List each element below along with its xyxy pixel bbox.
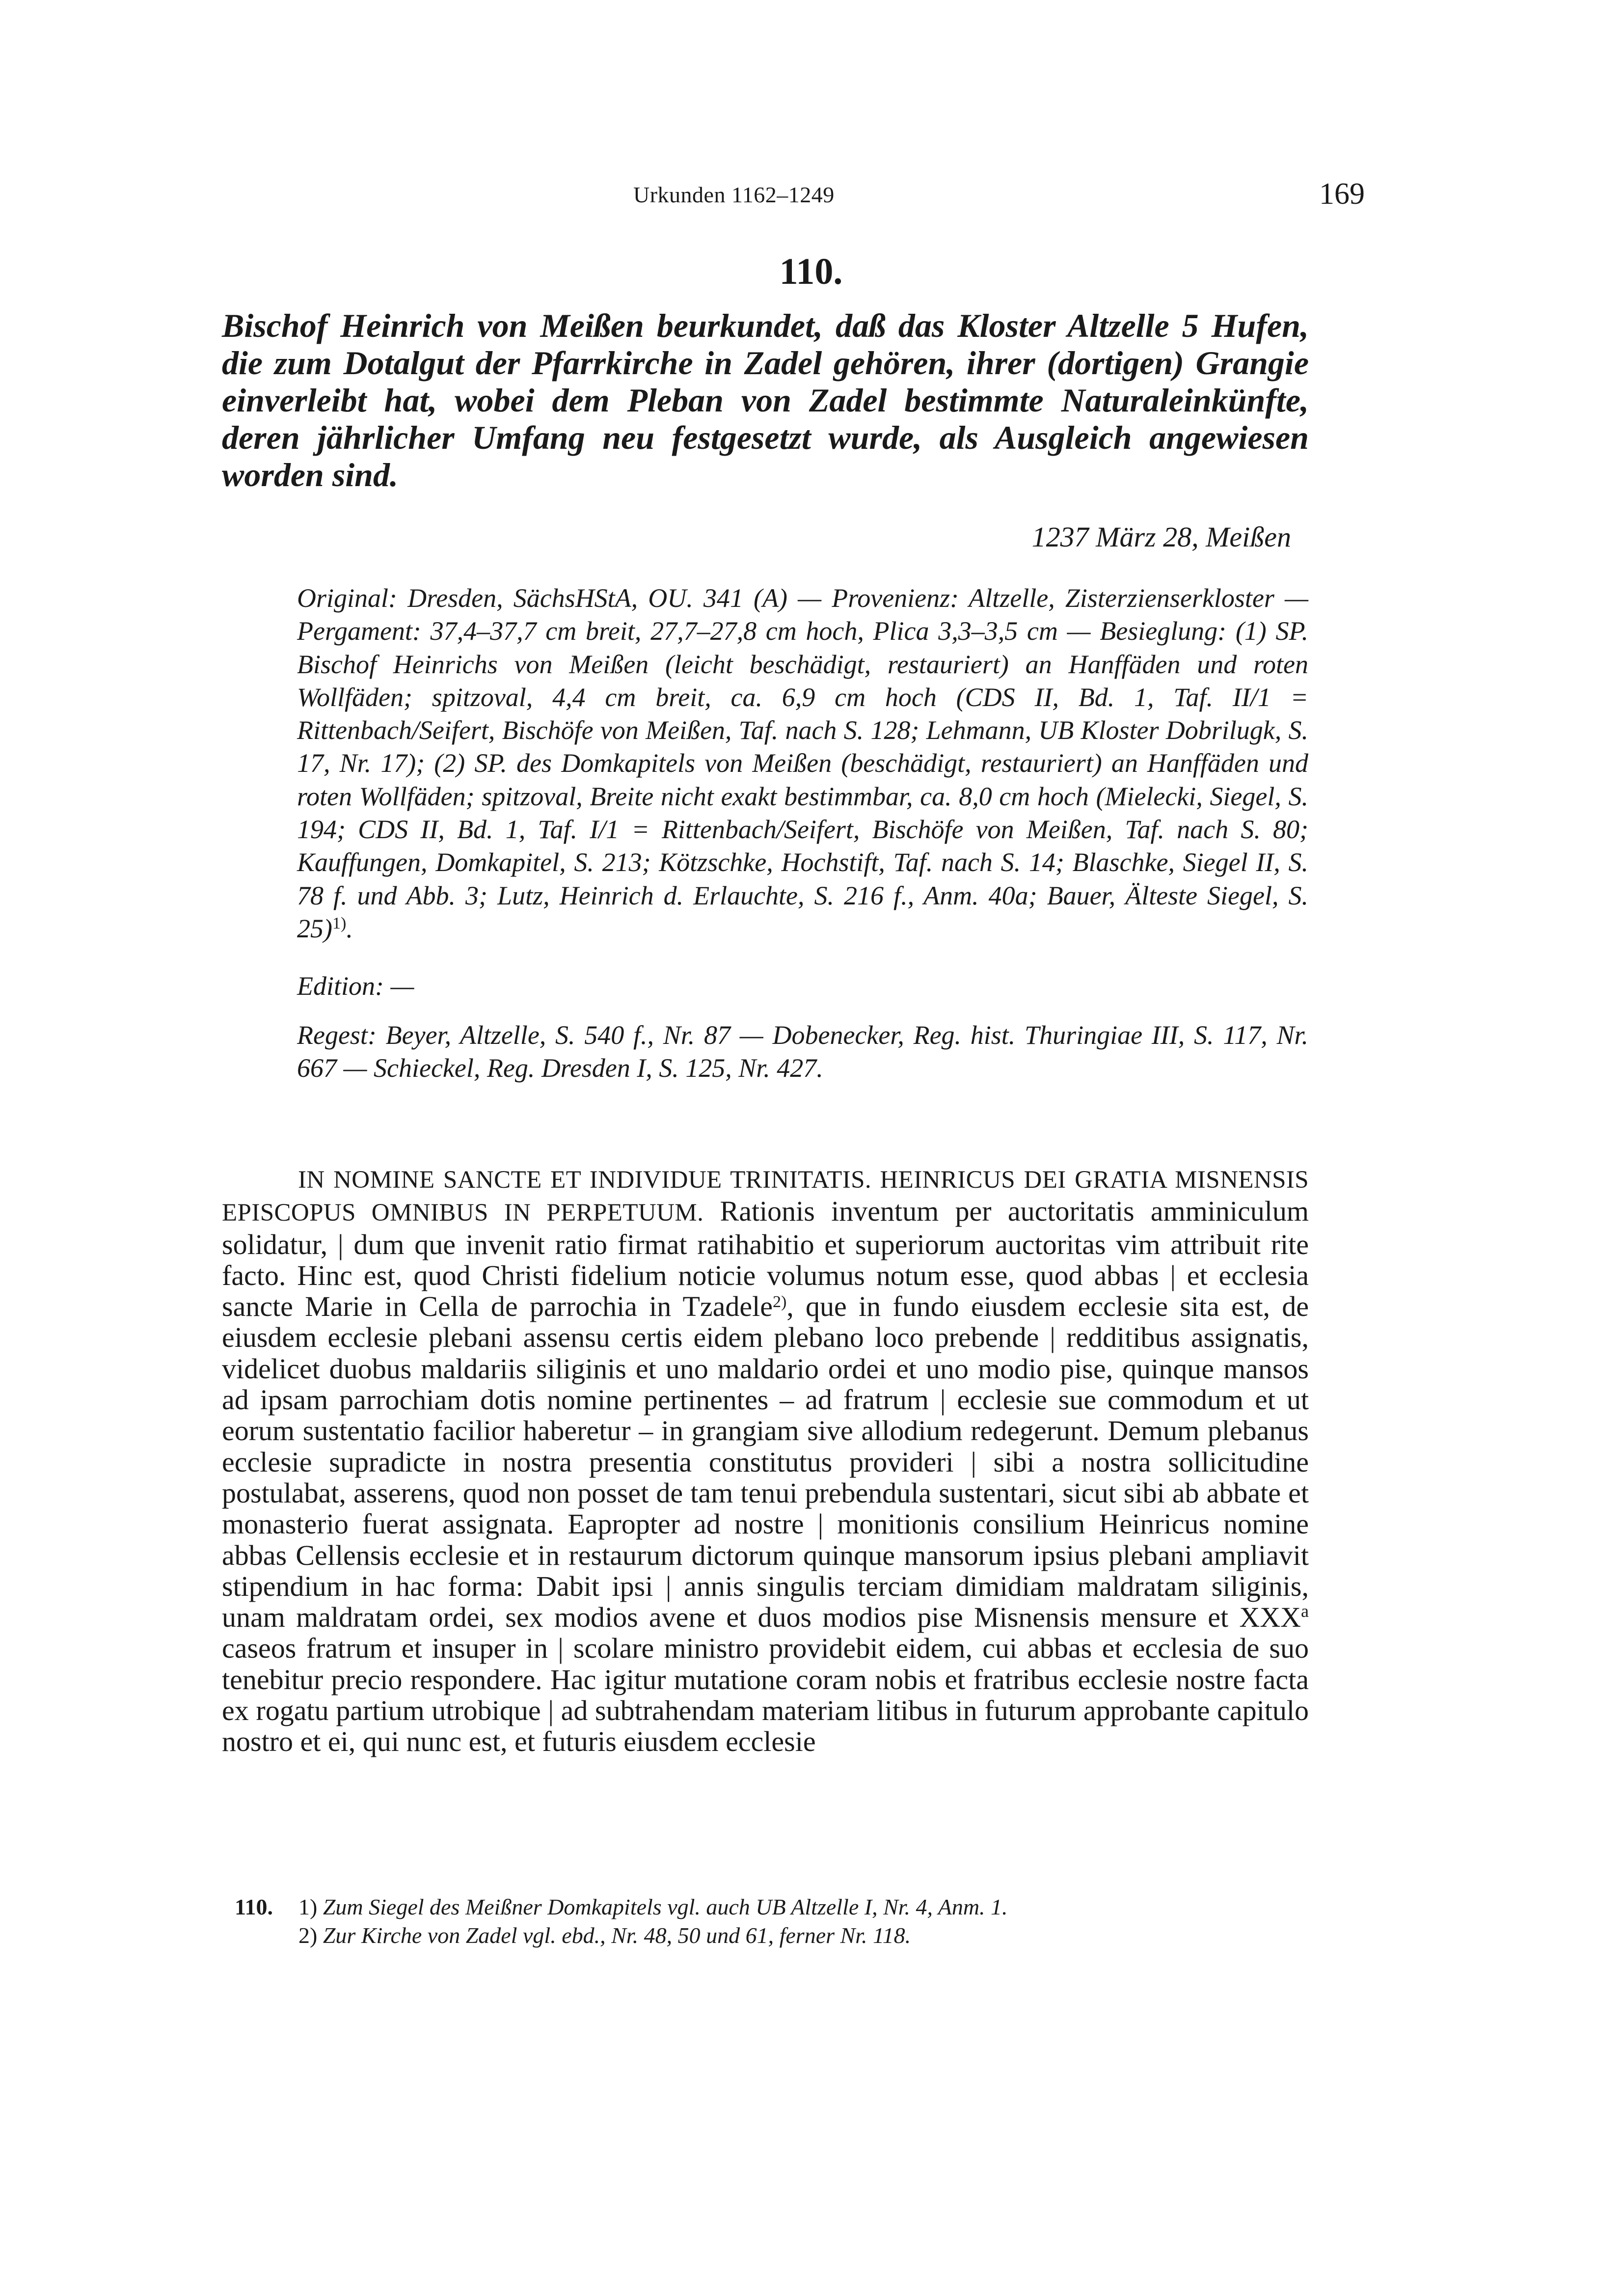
page-number: 169 [1319,177,1365,211]
charter-text [222,1163,1309,1757]
apparatus-original [297,582,1308,945]
textual-note-a: a [1301,1601,1309,1621]
footnote-2 [235,1921,1310,1950]
apparatus-original-text: Original: Dresden, SächsHStA, OU. 341 (A) — Provenienz: Altzelle, Zisterzienserkloster — Pergament: 37,4–37,7 cm breit, 27,7–27,8 cm hoch, Plica 3,3–3,5 cm — Besieglung: (1) SP. Bischof Heinrichs von Meißen (leicht beschädigt, restauriert) an Hanffäden und roten Wollfäden; spitzoval, 4,4 cm breit, ca. 6,9 cm hoch (CDS II, Bd. 1, Taf. II/1 = Rittenbach/Seifert, Bischöfe von Meißen, Taf. nach S. 128; Lehmann, UB Kloster Dobrilugk, S. 17, Nr. 17); (2) SP. des Domkapitels von Meißen (beschädigt, restauriert) an Hanffäden und roten Wollfäden; spitzoval, Breite nicht exakt bestimmbar, ca. 8,0 cm hoch (Mielecki, Siegel, S. 194; CDS II, Bd. 1, Taf. I/1 = Rittenbach/Seifert, Bischöfe von Meißen, Taf. nach S. 80; Kauffungen, Domkapitel, S. 213; Kötzschke, Hochstift, Taf. nach S. 14; Blaschke, Siegel II, S. 78 f. und Abb. 3; Lutz, Heinrich d. Erlauchte, S. 216 f., Anm. 40a; Bauer, Älteste Siegel, S. 25) [297,583,1308,943]
document-number: 110. [779,251,843,292]
apparatus-original-end: . [346,913,353,943]
charter-invocation: IN NOMINE SANCTE ET INDIVIDUE TRINITATIS. HEINRICUS DEI GRATIA MISNENSIS EPISCOPUS OMNIBUS IN PERPETUUM. [222,1166,1309,1227]
running-title: Urkunden 1162–1249 [633,182,835,207]
footnote-1-mark: 1) [298,1894,318,1919]
charter-text-part-2: , que in fundo eiusdem ecclesie sita est, de eiusdem ecclesie plebani assensu certis eidem plebano loco prebende | redditibus assignatis, videlicet duobus maldariis siliginis et uno maldario ordei et uno modio pise, quinque mansos ad ipsam parrochiam dotis nomine pertinentes – ad fratrum | ecclesie sue commodum et ut eorum sustentatio facilior haberetur – in grangiam sive allodium redegerunt. Demum plebanus ecclesie supradicte in nostra presentia constitutus provideri | sibi a nostra sollicitudine postulabat, asserens, quod non posset de tam tenui prebendula sustentari, sicut sibi ab abbate et monasterio fuerat assignata. Eapropter ad nostre | monitionis consilium Heinricus nomine abbas Cellensis ecclesie et in restaurum dictorum quinque mansorum ipsius plebani ampliavit stipendium in hac forma: Dabit ipsi | annis singulis terciam dimidiam maldratam siliginis, unam maldratam ordei, sex modios avene et duos modios pise Misnensis mensure et XXX [222,1290,1309,1634]
footnote-2-mark: 2) [298,1923,318,1948]
footnote-2-text [298,1921,911,1950]
footnote-ref-2: 2) [772,1293,787,1312]
charter-text-part-3: caseos fratrum et insuper in | scolare ministro providebit eidem, cui abbas et ecclesia de suo tenebitur precio respondere. Hac igitur mutatione coram nobis et fratribus ecclesie nostre facta ex rogatu partium utrobique | ad subtrahendam materiam litibus in futurum approbante capitulo nostro et ei, qui nunc est, et futuris eiusdem ecclesie [222,1632,1309,1758]
footnote-1-text [298,1893,1008,1921]
apparatus-regest: Regest: Beyer, Altzelle, S. 540 f., Nr. 87 — Dobenecker, Reg. hist. Thuringiae III, S. 117, Nr. 667 — Schieckel, Reg. Dresden I, S. 125, Nr. 427. [297,1020,1308,1083]
apparatus-edition: Edition: — [297,971,414,1001]
footnote-document-number: 110. [235,1894,273,1919]
charter-text-part-1: Rationis inventum per auctoritatis amminiculum solidatur, | dum que invenit ratio firmat ratihabitio et superiorum auctoritas vim attribuit rite facto. Hinc est, quod Christi fidelium noticie volumus notum esse, quod abbas | et ecclesia sancte Marie in Cella de parrochia in Tzadele [222,1195,1309,1323]
footnotes [235,1893,1310,1950]
date-place: 1237 März 28, Meißen [1031,521,1291,553]
footnote-1-body: Zum Siegel des Meißner Domkapitels vgl. auch UB Altzelle I, Nr. 4, Anm. 1. [323,1894,1008,1919]
running-head [491,177,1365,216]
regest-summary: Bischof Heinrich von Meißen beurkundet, daß das Kloster Altzelle 5 Hufen, die zum Dotalgut der Pfarrkirche in Zadel gehören, ihrer (dortigen) Grangie einverleibt hat, wobei dem Pleban von Zadel bestimmte Naturaleinkünfte, deren jährlicher Umfang neu festgesetzt wurde, als Ausgleich angewiesen worden sind. [222,307,1309,493]
footnote-1 [235,1893,1310,1921]
footnote-ref-1: 1) [332,914,347,932]
footnote-2-body: Zur Kirche von Zadel vgl. ebd., Nr. 48, 50 und 61, ferner Nr. 118. [323,1923,911,1948]
